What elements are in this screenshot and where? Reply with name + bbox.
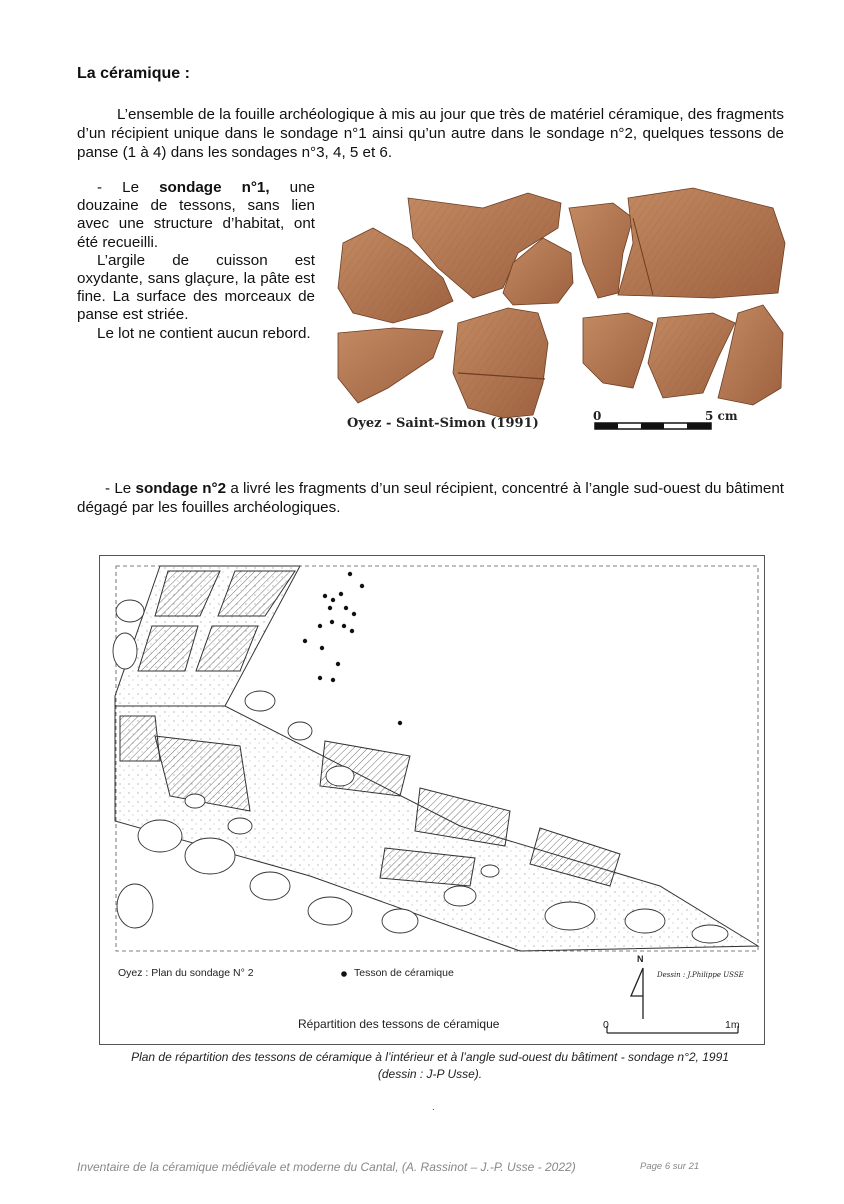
intro-text: L’ensemble de la fouille archéologique à mis au jour que très de matériel céramique, des fragments d’un récipient unique dans le sondage n°1 ainsi qu’un autre dans le sondage n°2, quelques tessons de panse (1 à 4) dans les sondages n°3, 4, 5 et 6. [77,106,784,161]
sondage2-prefix: - Le [105,480,136,497]
sherd-dots [303,572,402,725]
sherd [338,328,443,403]
photo-caption: Oyez - Saint-Simon (1991) [347,416,539,431]
sondage1-text: une douzaine de tessons, sans lien avec une structure d’habitat, ont été recueilli. [77,179,316,251]
figure-caption-line-1: Plan de répartition des tessons de céramique à l’intérieur et à l’angle sud-ouest du bâtiment - sondage n°2, 1991 [131,1050,729,1064]
stray-mark: . [432,1102,435,1113]
sondage2-paragraph [77,479,784,517]
plan-title: Oyez : Plan du sondage N° 2 [118,967,254,979]
north-arrow [631,968,643,1019]
plan-credit: Dessin : J.Philippe USSE [657,971,744,979]
sondage1-prefix: - Le [97,179,160,196]
section-heading: La céramique : [77,65,190,82]
sondage1-label: sondage n°1, [159,179,270,196]
legend-dot [341,971,347,977]
plan-scale-bar [607,1026,738,1033]
scale-label-start: 0 [593,409,602,423]
intro-paragraph [77,105,784,162]
sherd-group [338,188,785,418]
plan-subtitle: Répartition des tessons de céramique [298,1017,500,1031]
sondage1-paragraph-2: L’argile de cuisson est oxydante, sans glaçure, la pâte est fine. La surface des morceaux de panse est striée. [77,251,315,324]
sondage2-label: sondage n°2 [135,480,227,497]
plan-scale-start: 0 [603,1019,609,1031]
scale-bar [595,423,711,429]
plan-scale-end: 1m [725,1019,740,1031]
sondage2-text: a livré les fragments d’un seul récipient, concentré à l’angle sud-ouest du bâtiment dégagé par les fouilles archéologiques. [77,480,785,516]
sherd [583,313,653,388]
plan-legend-label: Tesson de céramique [354,967,454,979]
sondage1-description [77,179,315,343]
figure-caption [90,1049,770,1083]
footer-text: Inventaire de la céramique médiévale et moderne du Cantal, (A. Rassinot – J.-P. Usse - 2022) [77,1160,576,1174]
sondage1-paragraph-1 [77,179,315,252]
footer-page-number: Page 6 sur 21 [640,1161,700,1172]
scale-label-end: 5 cm [705,409,738,423]
sondage1-paragraph-3: Le lot ne contient aucun rebord. [97,324,311,342]
north-label: N [637,954,644,964]
sherds-photo [333,183,788,438]
figure-caption-line-2: (dessin : J-P Usse). [377,1067,483,1081]
plan-figure [99,555,765,1045]
